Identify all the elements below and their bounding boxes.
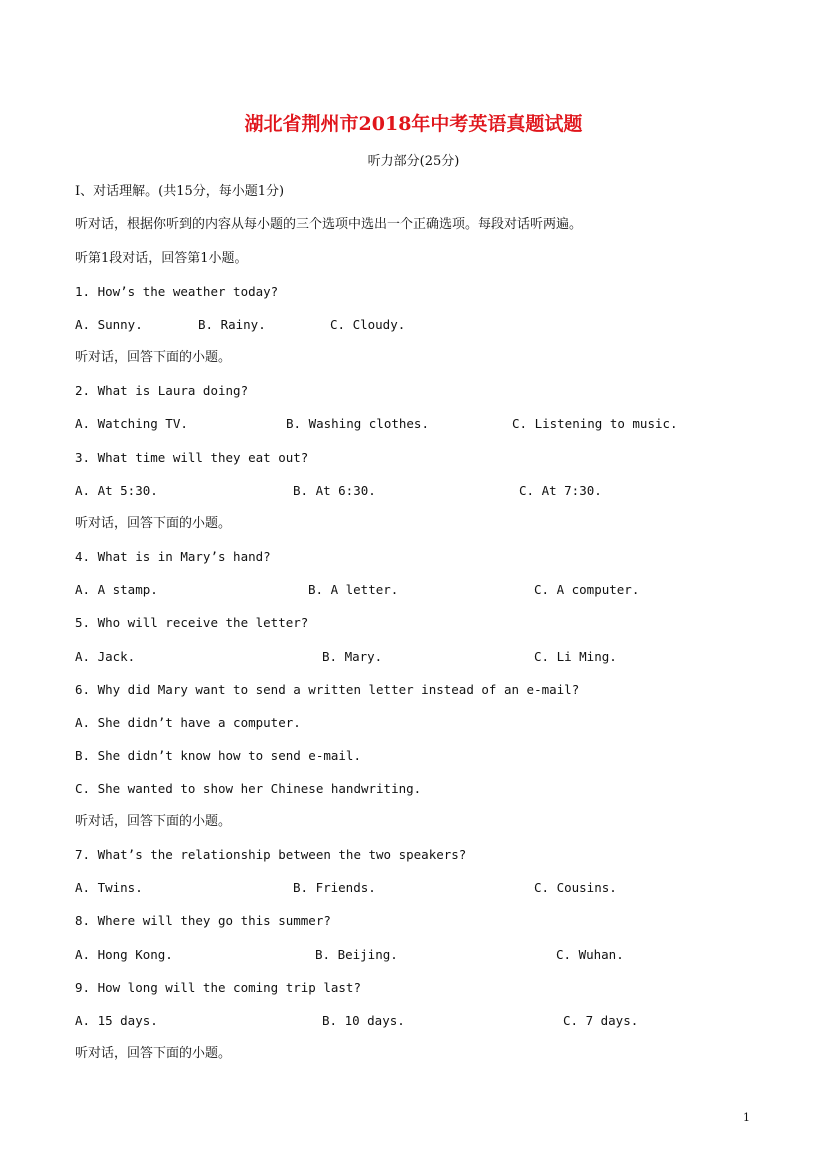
question-3: 3. What time will they eat out? <box>75 450 309 465</box>
question-5: 5. Who will receive the letter? <box>75 615 309 630</box>
option-a: A. Hong Kong. <box>75 947 173 962</box>
options-row-3 <box>75 482 775 500</box>
listening-prompt: 听对话，回答下面的小题。 <box>75 350 232 365</box>
options-row-1 <box>75 316 775 334</box>
option-a: A. A stamp. <box>75 582 158 597</box>
option-c: C. Li Ming. <box>534 649 617 664</box>
options-row-7 <box>75 879 775 897</box>
option-c: C. Wuhan. <box>556 947 624 962</box>
option-a: A. Twins. <box>75 880 143 895</box>
option-b: B. A letter. <box>308 582 399 597</box>
option-b: B. Rainy. <box>198 317 266 332</box>
options-row-9 <box>75 1012 775 1030</box>
question-4: 4. What is in Mary’s hand? <box>75 549 271 564</box>
option-a: A. 15 days. <box>75 1013 158 1028</box>
option-a: A. At 5:30. <box>75 483 158 498</box>
options-row-5 <box>75 648 775 666</box>
option-b: B. Friends. <box>293 880 376 895</box>
option-c: C. Cloudy. <box>330 317 406 332</box>
option-c: C. 7 days. <box>563 1013 639 1028</box>
option-a: A. Sunny. <box>75 317 143 332</box>
option-c: C. Cousins. <box>534 880 617 895</box>
question-8: 8. Where will they go this summer? <box>75 913 331 928</box>
option-b: B. Mary. <box>322 649 383 664</box>
options-row-8 <box>75 946 775 964</box>
listening-prompt: 听对话，回答下面的小题。 <box>75 1046 232 1061</box>
option-c: C. At 7:30. <box>519 483 602 498</box>
option-a: A. Jack. <box>75 649 136 664</box>
options-row-4 <box>75 581 775 599</box>
page-number: 1 <box>743 1111 750 1124</box>
question-9: 9. How long will the coming trip last? <box>75 980 361 995</box>
options-row-2 <box>75 415 775 433</box>
question-6: 6. Why did Mary want to send a written letter instead of an e-mail? <box>75 682 580 697</box>
option-a: A. She didn’t have a computer. <box>75 715 301 730</box>
listening-prompt: 听第1段对话，回答第1小题。 <box>75 251 248 266</box>
option-a: A. Watching TV. <box>75 416 188 431</box>
option-b: B. She didn’t know how to send e-mail. <box>75 748 361 763</box>
option-b: B. At 6:30. <box>293 483 376 498</box>
listening-prompt: 听对话，回答下面的小题。 <box>75 516 232 531</box>
section-subtitle: 听力部分(25分) <box>367 154 460 169</box>
section-heading: I、对话理解。(共15分，每小题1分) <box>75 184 285 199</box>
option-c: C. She wanted to show her Chinese handwriting. <box>75 781 422 796</box>
option-c: C. Listening to music. <box>512 416 678 431</box>
option-b: B. Beijing. <box>315 947 398 962</box>
question-1: 1. How’s the weather today? <box>75 284 279 299</box>
question-7: 7. What’s the relationship between the two speakers? <box>75 847 467 862</box>
instruction-text: 听对话，根据你听到的内容从每小题的三个选项中选出一个正确选项。每段对话听两遍。 <box>75 217 583 232</box>
option-b: B. 10 days. <box>322 1013 405 1028</box>
listening-prompt: 听对话，回答下面的小题。 <box>75 814 232 829</box>
question-2: 2. What is Laura doing? <box>75 383 249 398</box>
document-title: 湖北省荆州市2018年中考英语真题试题 <box>244 113 583 135</box>
option-c: C. A computer. <box>534 582 640 597</box>
option-b: B. Washing clothes. <box>286 416 429 431</box>
